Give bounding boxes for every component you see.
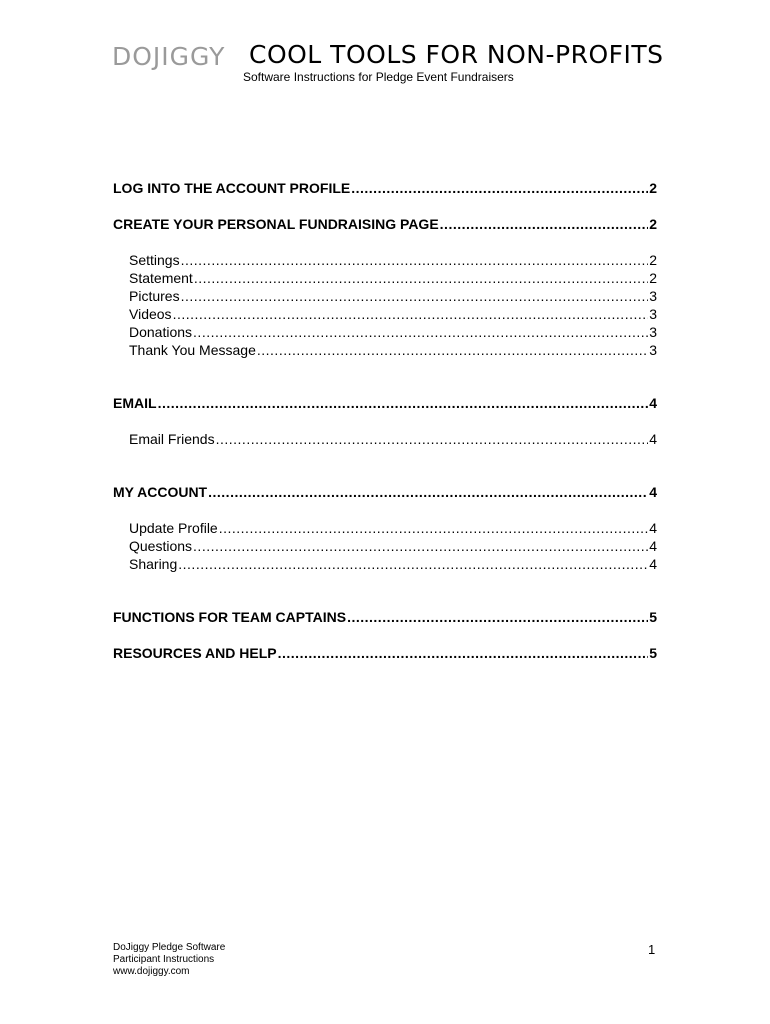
toc-dot-leader (181, 252, 649, 268)
toc-dot-leader (351, 180, 648, 196)
toc-dot-leader (158, 395, 649, 411)
toc-heading-entry (113, 609, 657, 629)
toc-subentry (129, 342, 657, 362)
toc-heading-entry (113, 216, 657, 236)
toc-subentry (129, 252, 657, 272)
toc-subentry (129, 288, 657, 308)
tagline: COOL TOOLS FOR NON-PROFITS (249, 40, 664, 69)
document-header (112, 40, 662, 90)
dojiggy-logo: DOJIGGY (112, 42, 226, 71)
toc-heading-entry (113, 484, 657, 504)
toc-dot-leader (173, 306, 649, 322)
toc-dot-leader (193, 324, 648, 340)
toc-dot-leader (181, 288, 649, 304)
toc-entry-page: 4 (649, 431, 657, 447)
toc-dot-leader (278, 645, 649, 661)
toc-entry-label: Email Friends (129, 431, 215, 447)
toc-entry-page: 3 (649, 288, 657, 304)
document-subtitle: Software Instructions for Pledge Event Fundraisers (243, 70, 514, 84)
toc-entry-label: RESOURCES AND HELP (113, 645, 277, 661)
toc-subentry (129, 556, 657, 576)
toc-entry-page: 4 (649, 520, 657, 536)
toc-heading-entry (113, 645, 657, 665)
toc-dot-leader (194, 270, 648, 286)
footer-doc-type: Participant Instructions (113, 954, 215, 965)
toc-entry-label: MY ACCOUNT (113, 484, 208, 500)
toc-entry-page: 3 (649, 324, 657, 340)
toc-dot-leader (440, 216, 649, 232)
toc-entry-page: 3 (649, 306, 657, 322)
toc-entry-label: Statement (129, 270, 193, 286)
page-number: 1 (648, 942, 656, 957)
toc-entry-page: 5 (649, 609, 657, 625)
toc-entry-label: Settings (129, 252, 180, 268)
toc-entry-label: Questions (129, 538, 193, 554)
toc-entry-page: 3 (649, 342, 657, 358)
toc-entry-page: 2 (649, 270, 657, 286)
toc-subentry (129, 538, 657, 558)
toc-entry-page: 4 (649, 538, 657, 554)
toc-entry-label: FUNCTIONS FOR TEAM CAPTAINS (113, 609, 347, 625)
toc-entry-label: Donations (129, 324, 193, 340)
toc-heading-entry (113, 180, 657, 200)
toc-entry-page: 4 (649, 484, 657, 500)
toc-subentry (129, 431, 657, 451)
toc-dot-leader (193, 538, 648, 554)
toc-dot-leader (216, 431, 649, 447)
toc-dot-leader (219, 520, 648, 536)
toc-entry-page: 2 (649, 180, 657, 196)
toc-entry-page: 4 (649, 395, 657, 411)
toc-entry-page: 4 (649, 556, 657, 572)
toc-entry-label: CREATE YOUR PERSONAL FUNDRAISING PAGE (113, 216, 439, 232)
footer (113, 942, 225, 978)
toc-entry-page: 2 (649, 216, 657, 232)
toc-entry-label: EMAIL (113, 395, 157, 411)
toc-entry-page: 2 (649, 252, 657, 268)
toc-entry-label: Videos (129, 306, 172, 322)
toc-dot-leader (257, 342, 648, 358)
toc-dot-leader (347, 609, 648, 625)
toc-subentry (129, 324, 657, 344)
toc-entry-label: LOG INTO THE ACCOUNT PROFILE (113, 180, 351, 196)
toc-entry-label: Thank You Message (129, 342, 256, 358)
toc-heading-entry (113, 395, 657, 415)
toc-entry-label: Update Profile (129, 520, 218, 536)
toc-subentry (129, 306, 657, 326)
toc-entry-label: Pictures (129, 288, 180, 304)
toc-subentry (129, 520, 657, 540)
toc-entry-label: Sharing (129, 556, 178, 572)
toc-subentry (129, 270, 657, 290)
toc-dot-leader (178, 556, 648, 572)
toc-entry-page: 5 (649, 645, 657, 661)
footer-product-name: DoJiggy Pledge Software (113, 942, 226, 953)
footer-website: www.dojiggy.com (113, 966, 190, 977)
toc-dot-leader (208, 484, 648, 500)
